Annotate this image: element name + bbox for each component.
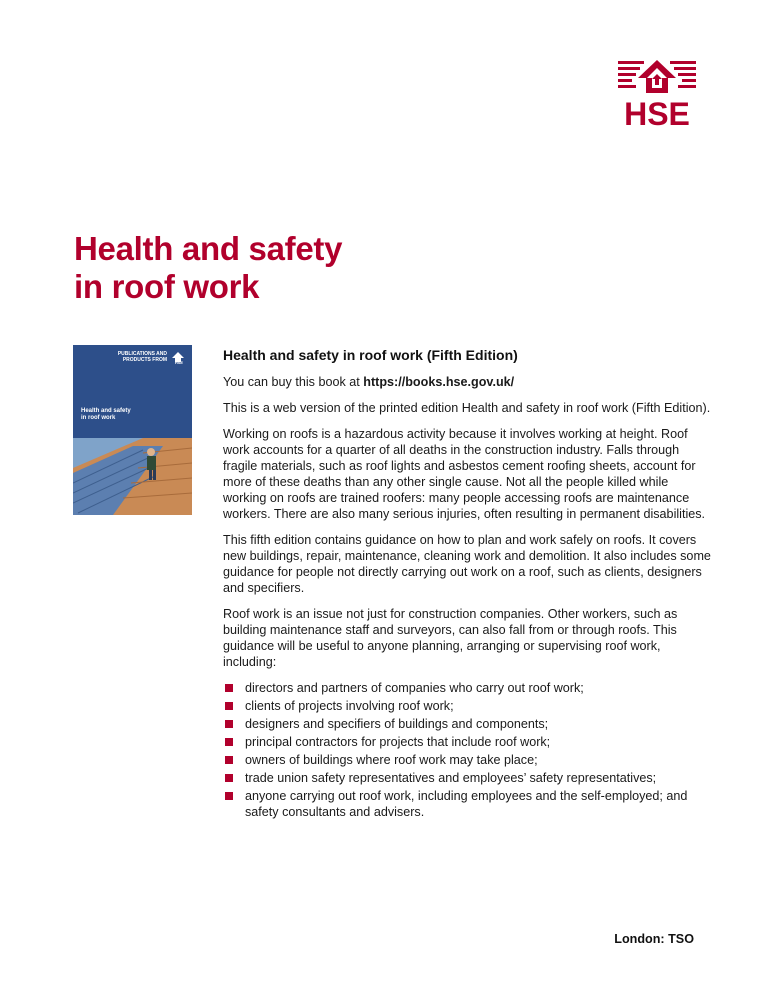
book-heading: Health and safety in roof work (Fifth Edition) — [223, 347, 518, 363]
cover-title-line-2: in roof work — [81, 415, 116, 421]
list-item-text: clients of projects involving roof work; — [245, 699, 454, 713]
list-item-text: principal contractors for projects that include roof work; — [245, 735, 551, 749]
buy-book-line — [223, 374, 713, 390]
bullet-square-icon — [225, 792, 233, 800]
bullet-square-icon — [225, 738, 233, 746]
book-description — [223, 346, 713, 822]
list-item — [223, 680, 713, 696]
hse-logo — [618, 60, 696, 132]
list-item-text: owners of buildings where roof work may take place; — [245, 753, 538, 767]
page-title — [74, 230, 342, 306]
bullet-square-icon — [225, 702, 233, 710]
cover-hse-label: HSE — [174, 360, 184, 365]
hse-logo-text: HSE — [624, 96, 690, 132]
list-item-text: anyone carrying out roof work, including employees and the self-employed; and safety consultants and advisers. — [245, 789, 688, 819]
list-item — [223, 752, 713, 768]
intro-paragraph: Working on roofs is a hazardous activity because it involves working at height. Roof work accounts for a quarter of all deaths in the construction industry. Falls through fragile materials, such as roof lights and asbestos cement roofing sheets, account for more of these deaths than any other single cause. Not all the people killed while working on roofs are trained roofers: many people accessing roofs are maintenance workers. There are also many serious injuries, often resulting in permanent disabilities. — [223, 427, 706, 521]
cover-publisher-line-1: PUBLICATIONS AND — [117, 351, 167, 357]
bullet-square-icon — [225, 774, 233, 782]
buy-book-link[interactable]: https://books.hse.gov.uk/ — [363, 375, 515, 389]
list-item — [223, 788, 713, 820]
list-item — [223, 716, 713, 732]
edition-paragraph: This fifth edition contains guidance on how to plan and work safely on roofs. It covers new buildings, repair, maintenance, cleaning work and demolition. It also includes some guidance for people not directly carrying out work on a roof, such as clients, designers and specifiers. — [223, 533, 711, 595]
page-title-line-2: in roof work — [74, 268, 260, 305]
buy-book-text: You can buy this book at — [223, 375, 364, 389]
hse-house-chevron-icon — [618, 60, 696, 98]
cover-publisher-line-2: PRODUCTS FROM — [122, 357, 167, 363]
web-version-note: This is a web version of the printed edition Health and safety in roof work (Fifth Edition). — [223, 401, 711, 415]
bullet-square-icon — [225, 720, 233, 728]
page-title-line-1: Health and safety — [74, 230, 343, 267]
list-item — [223, 734, 713, 750]
audience-list — [223, 680, 713, 820]
list-item — [223, 770, 713, 786]
cover-title-line-1: Health and safety — [81, 408, 131, 414]
list-item-text: directors and partners of companies who carry out roof work; — [245, 681, 584, 695]
book-cover-image — [73, 345, 192, 515]
audience-paragraph: Roof work is an issue not just for construction companies. Other workers, such as building maintenance staff and surveyors, can also fall from or through roofs. This guidance will be useful to anyone planning, arranging or supervising roof work, including: — [223, 607, 678, 669]
list-item — [223, 698, 713, 714]
list-item-text: trade union safety representatives and employees’ safety representatives; — [245, 771, 657, 785]
cover-roof-photo — [73, 438, 192, 515]
bullet-square-icon — [225, 684, 233, 692]
cover-title — [81, 408, 181, 422]
cover-publisher-text — [107, 351, 167, 363]
bullet-square-icon — [225, 756, 233, 764]
list-item-text: designers and specifiers of buildings and components; — [245, 717, 549, 731]
publisher-imprint: London: TSO — [614, 932, 694, 946]
